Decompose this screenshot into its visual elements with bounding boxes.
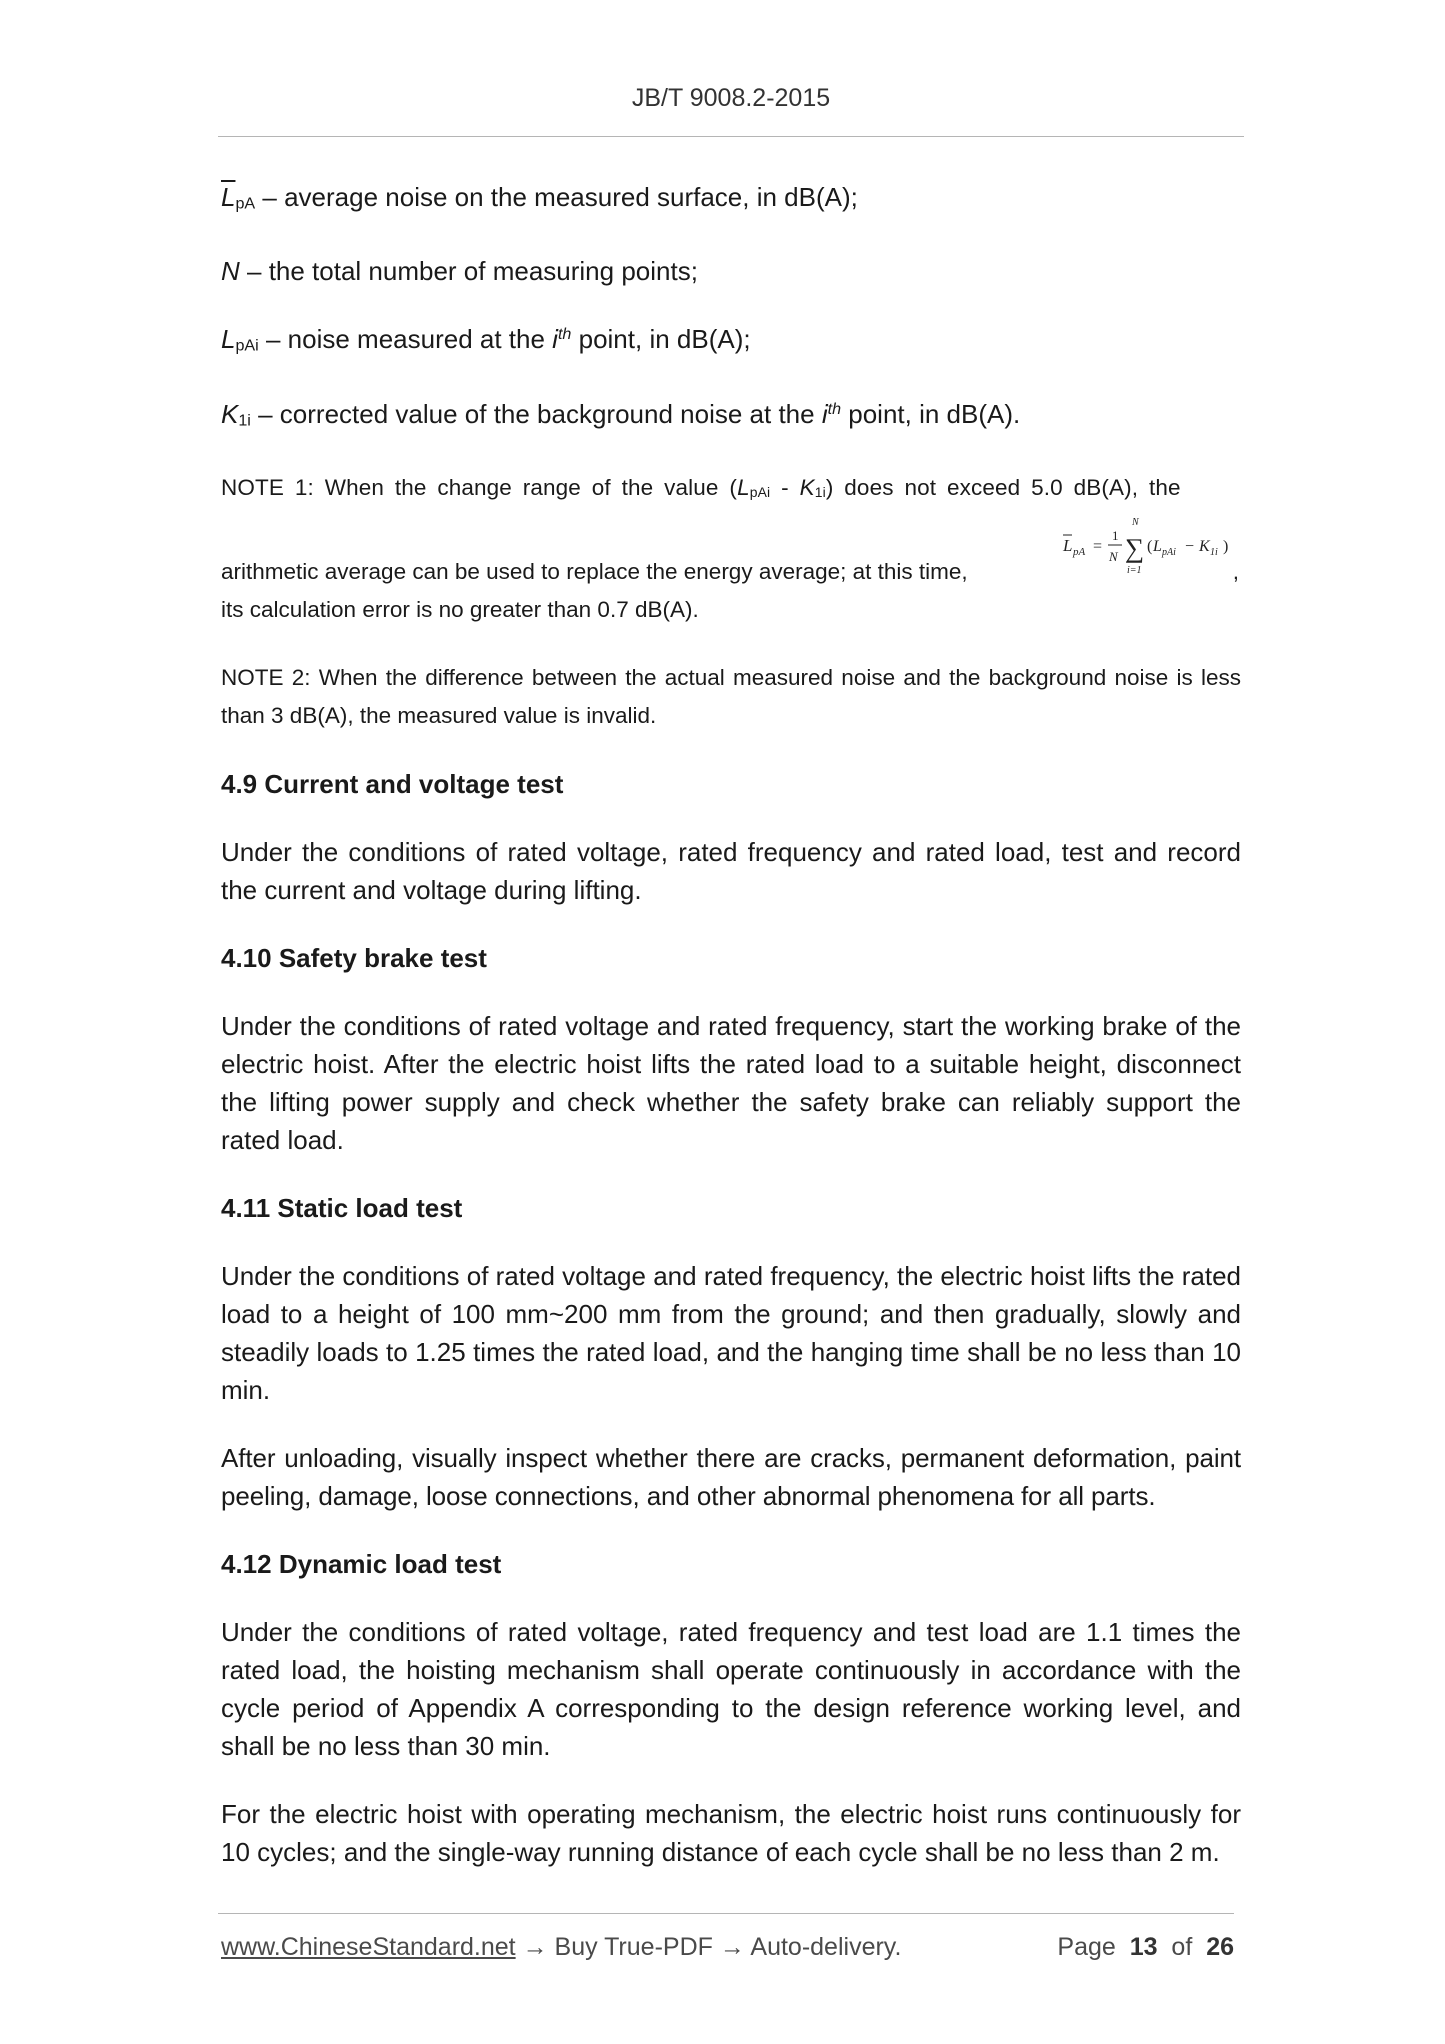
section-4-11-title: 4.11 Static load test (221, 1193, 463, 1224)
note-1-comma: , (1232, 559, 1239, 585)
formula-term-l: L (1153, 538, 1162, 556)
section-4-12-paragraph-1: Under the conditions of rated voltage, rated frequency and test load are 1.1 times the rated load, the hoisting mechanism shall operate continuously in accordance with the cycle period of Appendix A corresponding to the design reference working level, and shall be no less than 30 min. (221, 1617, 1241, 1762)
formula-term-k-sub: 1i (1210, 547, 1218, 559)
symbol-lpa-bar: $\overline{L}$ (221, 182, 236, 212)
definition-text-end: point, in dB(A); (571, 324, 751, 355)
footer-promo-text: → Buy True-PDF → Auto-delivery. (515, 1933, 902, 1961)
section-4-9-title: 4.9 Current and voltage test (221, 769, 564, 800)
definition-text: – the total number of measuring points; (239, 256, 698, 287)
symbol-k1i: K (221, 398, 239, 429)
formula-lhs: L (1063, 536, 1073, 556)
note-2: NOTE 2: When the difference between the actual measured noise and the background noise is less than 3 dB(A), the measured value is invalid. (221, 665, 1241, 729)
formula-denominator: N (1109, 549, 1118, 565)
website-link[interactable]: www.ChineseStandard.net (221, 1933, 516, 1961)
formula-minus: − (1185, 538, 1195, 556)
symbol-lpai: L (221, 324, 236, 355)
note-1-line-1: NOTE 1: When the change range of the value $(L_{pAi} - K_{1i})$ does not exceed 5.0 dB(A), the (221, 475, 1181, 501)
section-4-11-paragraph-2: After unloading, visually inspect whether there are cracks, permanent deformation, paint peeling, damage, loose connections, and other abnormal phenomena for all parts. (221, 1443, 1241, 1512)
definition-k1i (221, 395, 1241, 439)
index-i: i (821, 398, 828, 429)
formula-sum-symbol: ∑ (1125, 533, 1145, 564)
section-4-12-title: 4.12 Dynamic load test (221, 1549, 502, 1580)
definition-text-end: point, in dB(A). (841, 398, 1021, 429)
formula-sum-bottom: i=1 (1127, 565, 1142, 577)
definition-text: – noise measured at the (258, 324, 553, 355)
formula-numerator: 1 (1112, 528, 1119, 544)
page-current: 13 (1129, 1933, 1158, 1961)
note-1-line-3: its calculation error is no greater than 0.7 dB(A). (221, 597, 699, 623)
page-total: 26 (1206, 1933, 1234, 1961)
footer-divider (218, 1913, 1234, 1914)
definition-n (221, 252, 1241, 290)
definition-text: – average noise on the measured surface, in dB(A); (255, 182, 858, 212)
page-content (221, 178, 1241, 1901)
section-4-10-paragraph: Under the conditions of rated voltage and rated frequency, start the working brake of the electric hoist. After the electric hoist lifts the rated load to a suitable height, disconnect the lifting power supply and check whether the safety brake can reliably support the rated load. (221, 1011, 1241, 1156)
section-4-11-paragraph-1: Under the conditions of rated voltage and rated frequency, the electric hoist lifts the rated load to a height of 100 mm~200 mm from the ground; and then gradually, slowly and steadily loads to 1.25 times the rated load, and the hanging time shall be no less than 10 min. (221, 1261, 1241, 1406)
definition-lpai (221, 320, 1241, 364)
symbol-subscript: pAi (235, 336, 259, 355)
section-4-9-paragraph: Under the conditions of rated voltage, rated frequency and rated load, test and record the current and voltage during lifting. (221, 837, 1241, 906)
formula-close-paren: ) (1223, 538, 1229, 556)
page-number: Page 13 of 26 (1057, 1933, 1234, 1961)
note-1 (221, 469, 1241, 629)
section-4-12-paragraph-2: For the electric hoist with operating mechanism, the electric hoist runs continuously for 10 cycles; and the single-way running distance of each cycle shall be no less than 2 m. (221, 1799, 1241, 1868)
footer-promo (221, 1930, 901, 1964)
section-4-10-title: 4.10 Safety brake test (221, 943, 487, 974)
definition-text: – corrected value of the background noise at the (250, 398, 822, 429)
document-id: JB/T 9008.2-2015 (631, 84, 831, 112)
formula-equals: = (1093, 538, 1103, 556)
definition-lpa (221, 178, 1241, 222)
formula-lhs-sub: pA (1073, 546, 1086, 559)
formula-open-paren: ( (1147, 538, 1153, 556)
symbol-n: N (221, 256, 240, 287)
note-1-line-2: arithmetic average can be used to replace the energy average; at this time, (221, 559, 968, 585)
symbol-subscript: pA (235, 194, 256, 213)
index-i: i (552, 324, 558, 355)
ordinal-suffix: th (827, 399, 842, 418)
note-1-formula-line (221, 511, 1241, 591)
document-header (218, 84, 1244, 113)
ordinal-suffix: th (557, 325, 572, 344)
header-divider (218, 136, 1244, 137)
formula-term-l-sub: pAi (1162, 547, 1176, 559)
average-formula (1061, 511, 1241, 581)
formula-term-k: K (1199, 538, 1210, 556)
formula-sum-top: N (1132, 517, 1139, 529)
symbol-subscript: 1i (238, 411, 251, 430)
